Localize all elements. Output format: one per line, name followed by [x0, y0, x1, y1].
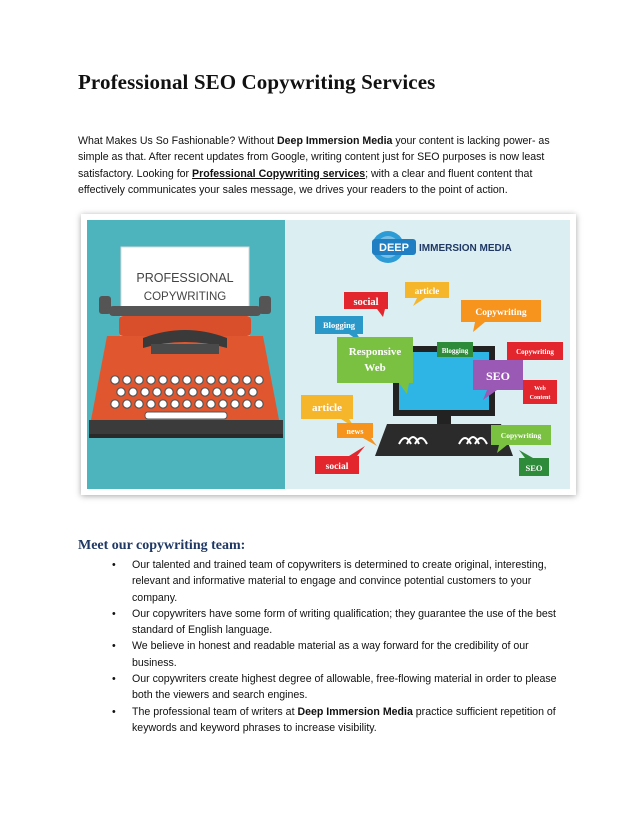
svg-text:article: article	[312, 402, 342, 414]
copywriting-services-link[interactable]: Professional Copywriting services	[192, 167, 366, 180]
svg-text:social: social	[325, 462, 349, 472]
logo-immersion-media: IMMERSION MEDIA	[419, 243, 512, 254]
list-item	[112, 671, 562, 704]
svg-text:Responsive: Responsive	[348, 346, 402, 358]
svg-text:Copywriting: Copywriting	[500, 431, 542, 440]
hero-image	[81, 214, 576, 495]
list-item-text: The professional team of writers at	[132, 705, 298, 718]
intro-text-1: What Makes Us So Fashionable? Without	[78, 135, 278, 147]
bullet-icon: •	[112, 640, 116, 653]
list-item-text: Our talented and trained team of copywriters is determined to create original, interesting, relevant and informative material to engage and convince potential customers to your company.	[132, 559, 547, 604]
intro-paragraph	[78, 133, 558, 198]
list-item-text-end: practice sufficient repetition of keywords and keyword phrases to increase visibility.	[132, 705, 556, 734]
svg-text:Blogging: Blogging	[322, 320, 356, 330]
bullet-icon: •	[112, 607, 116, 620]
paper-line-2: COPYWRITING	[143, 291, 227, 303]
list-item	[112, 638, 562, 671]
list-item-text: Our copywriters have some form of writing qualification; they guarantee the use of the best standard of English language.	[132, 607, 556, 637]
list-item-text: Our copywriters create highest degree of allowable, free-flowing material in order to please both the viewers and search engines.	[132, 673, 557, 702]
svg-text:Web: Web	[534, 386, 546, 392]
page-title: Professional SEO Copywriting Services	[78, 70, 436, 94]
svg-text:Copywriting: Copywriting	[475, 308, 527, 318]
bubble-web-content	[523, 380, 557, 404]
bullet-icon: •	[112, 559, 116, 571]
intro-brand-name: Deep Immersion Media	[277, 135, 393, 147]
svg-text:Copywriting: Copywriting	[516, 348, 554, 356]
list-item	[112, 557, 562, 606]
copywriting-illustration	[87, 220, 570, 489]
bullet-icon: •	[112, 705, 116, 718]
team-section-heading: Meet our copywriting team:	[78, 538, 246, 553]
bullet-icon: •	[112, 673, 116, 686]
svg-text:SEO: SEO	[485, 369, 511, 383]
svg-text:social: social	[353, 297, 379, 308]
svg-text:news: news	[346, 427, 364, 436]
svg-text:Web: Web	[364, 362, 386, 374]
svg-text:Blogging: Blogging	[441, 347, 469, 355]
paper-line-1: PROFESSIONAL	[136, 271, 234, 285]
intro-text-2: your content is lacking power- as simple as that. After recent updates from Google, writing content just for SEO purposes is now least satisfactory. Looking for	[78, 135, 550, 180]
list-item-bold: Deep Immersion Media	[297, 705, 413, 718]
intro-text-3: ; with a clear and fluent content that effectively communicates your sales message, we drives your readers to the point of action.	[78, 167, 533, 196]
bubble-blogging-small	[437, 342, 473, 357]
svg-text:article: article	[414, 286, 440, 296]
list-item-text: We believe in honest and readable material as a way forward for the credibility of our business.	[132, 640, 529, 669]
list-item	[112, 704, 562, 737]
svg-text:Content: Content	[529, 395, 551, 401]
list-item	[112, 606, 562, 639]
logo-deep: DEEP	[379, 242, 409, 254]
team-list	[112, 557, 562, 736]
svg-text:SEO: SEO	[525, 463, 543, 473]
